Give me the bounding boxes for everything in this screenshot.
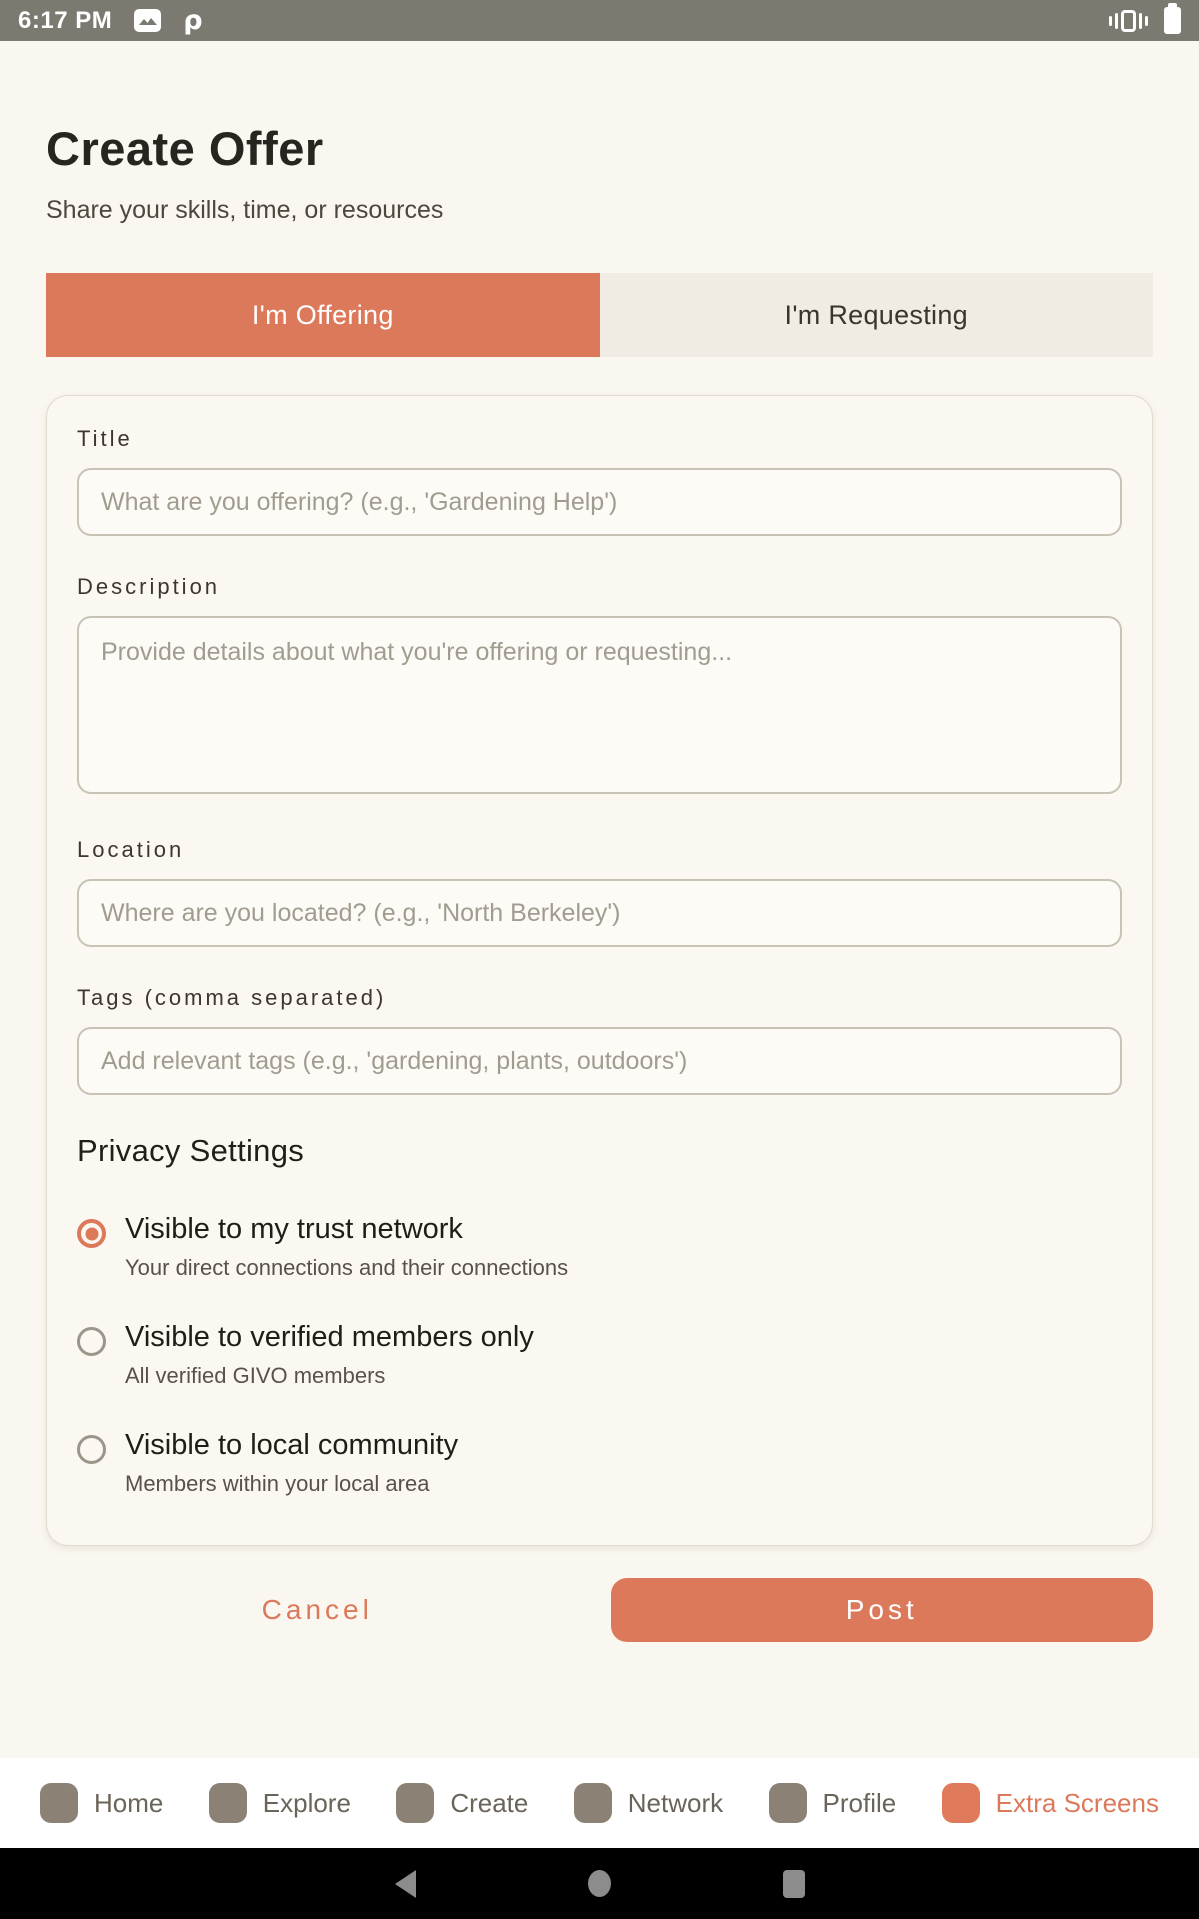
nav-item-extra-screens[interactable] [942,1783,1159,1823]
expo-p-notification-icon: ρ [183,5,203,36]
radio-unselected-icon[interactable] [77,1435,106,1464]
nav-label-create: Create [450,1787,529,1818]
android-system-bar [0,1848,1199,1919]
location-input[interactable] [77,879,1122,947]
radio-texts [125,1429,458,1497]
tags-label: Tags (comma separated) [77,985,387,1010]
vibrate-icon [1109,10,1148,32]
nav-label-profile: Profile [822,1787,897,1818]
recents-square-icon [783,1870,805,1898]
title-label: Title [77,426,133,451]
privacy-option-label: Visible to local community [125,1429,459,1461]
cancel-button[interactable]: Cancel [46,1578,589,1642]
tab-im-requesting[interactable]: I'm Requesting [600,273,1154,357]
nav-item-create[interactable] [396,1783,528,1823]
nav-label-extra-screens: Extra Screens [995,1787,1159,1818]
privacy-option-description: Members within your local area [125,1471,430,1496]
nav-label-network: Network [627,1787,724,1818]
tags-input[interactable] [77,1027,1122,1095]
nav-item-profile[interactable] [769,1783,897,1823]
battery-icon [1164,7,1181,34]
nav-item-network[interactable] [574,1783,723,1823]
nav-item-home[interactable] [40,1783,163,1823]
radio-texts [125,1213,568,1281]
radio-texts [125,1321,534,1389]
vibrate-wave-left [1115,13,1118,29]
home-icon [40,1783,78,1823]
status-bar-right [1109,7,1181,34]
back-triangle-icon [395,1870,416,1898]
location-label: Location [77,837,185,862]
status-bar [0,0,1199,41]
page-subtitle: Share your skills, time, or resources [46,196,444,224]
privacy-option-label: Visible to my trust network [125,1213,463,1245]
tags-field-group [77,985,1122,1095]
tab-im-offering[interactable]: I'm Offering [46,273,600,357]
privacy-option-trust-network[interactable] [77,1213,1122,1281]
privacy-settings-heading: Privacy Settings [77,1133,305,1168]
radio-selected-icon[interactable] [77,1219,106,1248]
nav-item-explore[interactable] [209,1783,351,1823]
location-field-group [77,837,1122,947]
android-home-button[interactable] [583,1867,617,1901]
profile-icon [769,1783,807,1823]
post-button[interactable]: Post [611,1578,1154,1642]
create-icon [396,1783,434,1823]
extra-screens-icon [942,1783,980,1823]
radio-unselected-icon[interactable] [77,1327,106,1356]
vibrate-wave-right [1139,13,1142,29]
home-circle-icon [588,1870,611,1897]
vibrate-wave-right-outer [1145,16,1148,26]
vibrate-phone [1121,10,1136,32]
network-icon [574,1783,612,1823]
bottom-navigation [0,1758,1199,1848]
privacy-option-verified-members[interactable] [77,1321,1122,1389]
offer-form-card [46,395,1153,1546]
form-actions [46,1578,1153,1642]
privacy-option-local-community[interactable] [77,1429,1122,1497]
explore-icon [209,1783,247,1823]
status-time: 6:17 PM [18,6,113,34]
description-label: Description [77,574,221,599]
page-title: Create Offer [46,122,324,175]
title-field-group [77,426,1122,536]
vibrate-wave-left-outer [1109,16,1112,26]
android-recents-button[interactable] [777,1867,811,1901]
description-field-group [77,574,1122,799]
android-back-button[interactable] [389,1867,423,1901]
create-offer-page [0,41,1199,1758]
status-bar-left [18,7,203,35]
offer-request-tabs [46,273,1153,357]
title-input[interactable] [77,468,1122,536]
nav-label-explore: Explore [262,1787,351,1818]
privacy-option-description: Your direct connections and their connections [125,1255,569,1280]
nav-label-home: Home [94,1787,164,1818]
privacy-option-description: All verified GIVO members [125,1363,386,1388]
image-notification-icon [134,9,161,32]
privacy-option-label: Visible to verified members only [125,1321,534,1353]
description-input[interactable] [77,616,1122,794]
